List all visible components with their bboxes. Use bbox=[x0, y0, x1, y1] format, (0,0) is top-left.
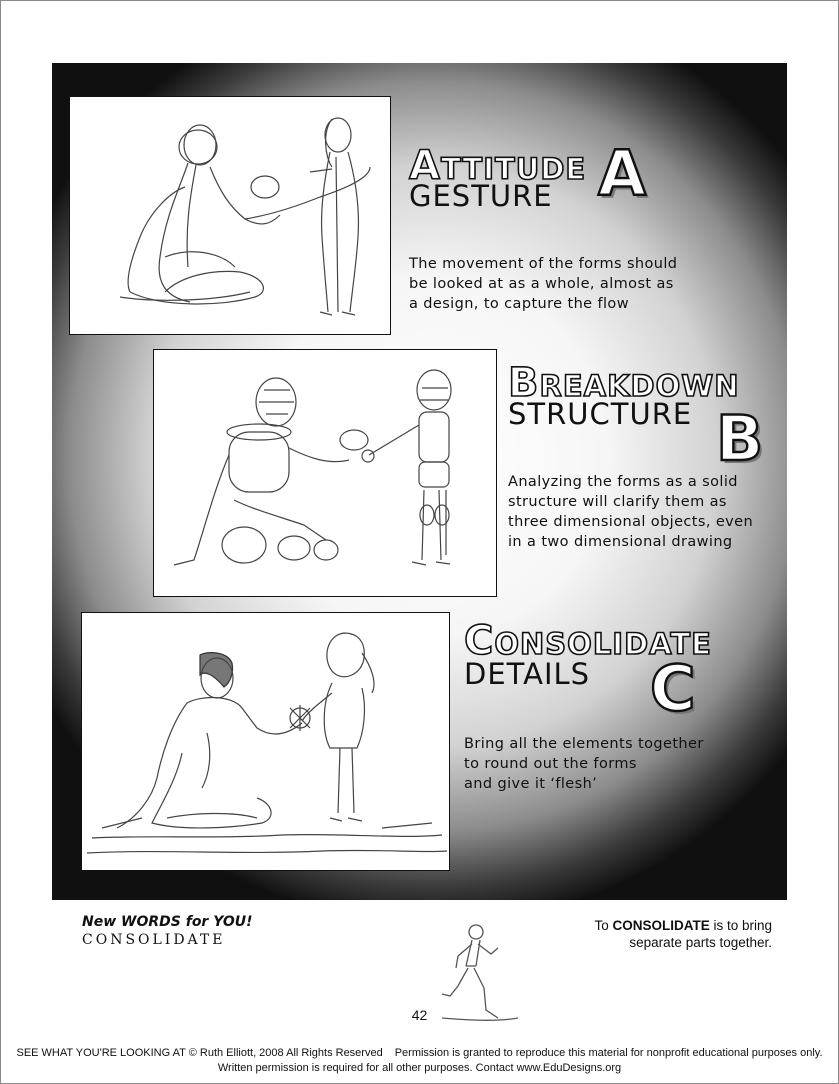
structure-sketch bbox=[153, 349, 497, 597]
description-line: a design, to capture the flow bbox=[409, 296, 629, 312]
description-line: in a two dimensional drawing bbox=[508, 534, 733, 550]
heading-rest: ONSOLIDATE bbox=[494, 627, 712, 661]
footer-line-2: Written permission is required for all other purposes. Contact www.EduDesigns.org bbox=[217, 1062, 622, 1074]
heading-cap: C bbox=[464, 618, 495, 664]
description-line: The movement of the forms should bbox=[409, 256, 678, 272]
description-line: three dimensional objects, even bbox=[508, 514, 754, 530]
new-words-title: New WORDS for YOU! bbox=[82, 914, 253, 930]
subheading-gesture: GESTURE bbox=[409, 179, 553, 213]
gesture-sketch bbox=[69, 96, 391, 335]
details-sketch bbox=[81, 612, 450, 871]
subheading-structure: STRUCTURE bbox=[508, 397, 693, 431]
heading-rest: REAKDOWN bbox=[539, 369, 740, 403]
letter-c-badge: C bbox=[650, 652, 696, 725]
details-sketch-drawing bbox=[82, 613, 449, 870]
description-line: to round out the forms bbox=[464, 756, 637, 772]
footer-permission: Permission is granted to reproduce this material for nonprofit educational purposes only. bbox=[394, 1047, 823, 1059]
main-panel bbox=[52, 63, 787, 900]
description-line: Analyzing the forms as a solid bbox=[508, 474, 738, 490]
definition-text bbox=[594, 917, 772, 951]
subheading-details: DETAILS bbox=[464, 657, 591, 691]
letter-b-badge: B bbox=[716, 402, 764, 475]
description-line: be looked at as a whole, almost as bbox=[409, 276, 674, 292]
structure-sketch-drawing bbox=[154, 350, 496, 596]
footer bbox=[0, 1046, 839, 1076]
description-line: and give it ‘flesh’ bbox=[464, 776, 598, 792]
definition-term: CONSOLIDATE bbox=[612, 918, 710, 933]
heading-cap: A bbox=[409, 143, 441, 189]
description-line: structure will clarify them as bbox=[508, 494, 727, 510]
definition-suffix: is to bring bbox=[709, 918, 772, 933]
definition-prefix: To bbox=[594, 918, 613, 933]
heading-rest: TTITUDE bbox=[440, 152, 587, 186]
gesture-sketch-drawing bbox=[70, 97, 390, 334]
definition-line-2: separate parts together. bbox=[629, 935, 772, 950]
heading-cap: B bbox=[508, 360, 540, 406]
letter-a-badge: A bbox=[598, 137, 646, 210]
footer-copyright: SEE WHAT YOU'RE LOOKING AT © Ruth Elliott, 2008 All Rights Reserved bbox=[16, 1047, 383, 1059]
new-words-word: CONSOLIDATE bbox=[82, 932, 226, 948]
definition-line-1 bbox=[594, 917, 772, 934]
description-structure bbox=[508, 472, 753, 552]
description-line: Bring all the elements together bbox=[464, 736, 704, 752]
description-details bbox=[464, 734, 704, 794]
footer-line-1 bbox=[0, 1046, 839, 1061]
description-gesture bbox=[409, 254, 677, 314]
page-number: 42 bbox=[411, 1007, 428, 1023]
